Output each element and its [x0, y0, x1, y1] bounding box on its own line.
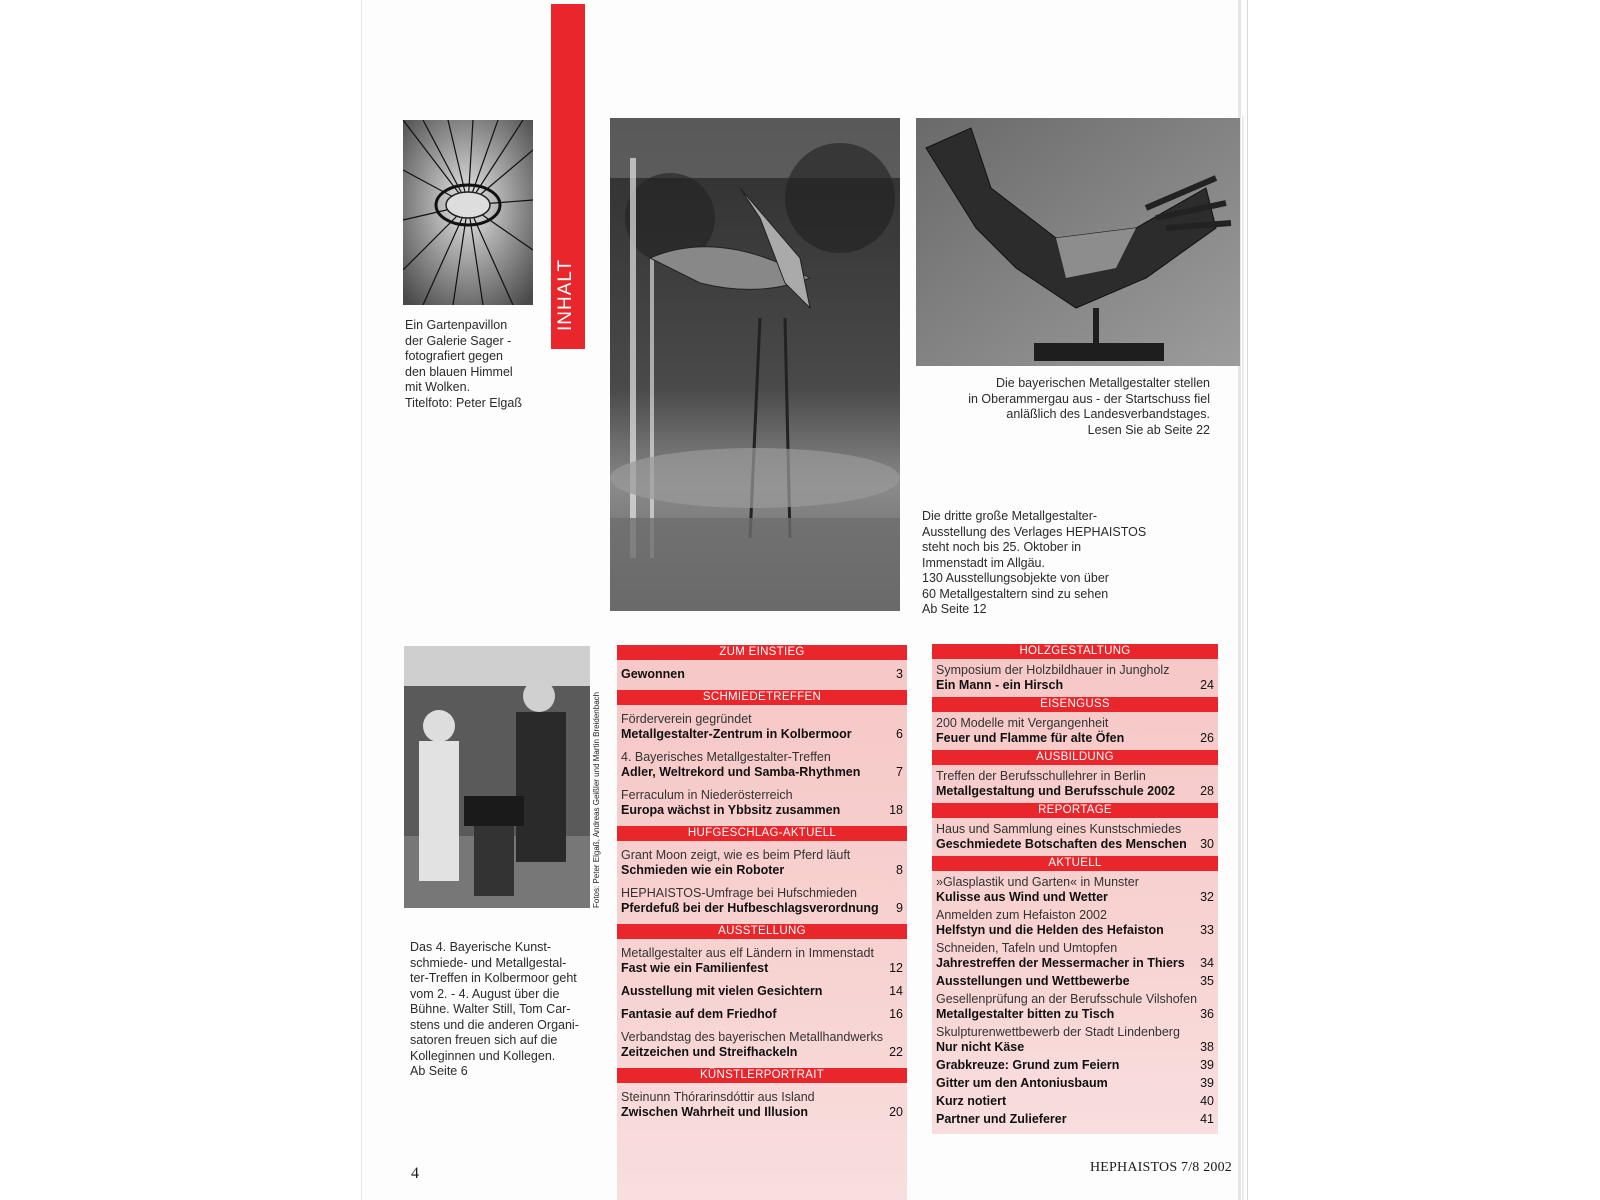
toc-entry-title: Pferdefuß bei der Hufbeschlagsverordnung: [621, 901, 879, 915]
toc-entry-page: 32: [1200, 890, 1214, 904]
toc-entry-page: 39: [1200, 1058, 1214, 1072]
toc-entry[interactable]: [932, 875, 1218, 905]
toc-entry-title: Ein Mann - ein Hirsch: [936, 678, 1064, 692]
toc-entry-title: Fast wie ein Familienfest: [621, 961, 769, 975]
toc-entry[interactable]: [617, 1090, 907, 1120]
inhalt-sidebar-tab: [551, 4, 585, 349]
toc-entry-title: Europa wächst in Ybbsitz zusammen: [621, 803, 841, 817]
toc-entry[interactable]: [617, 946, 907, 976]
toc-section-header: KÜNSTLERPORTRAIT: [617, 1068, 907, 1083]
toc-entry-page: 40: [1200, 1094, 1214, 1108]
toc-entry[interactable]: [617, 1007, 907, 1022]
toc-entry-page: 20: [889, 1105, 903, 1119]
meeting-caption: Das 4. Bayerische Kunst- schmiede- und Metallgestal- ter-Treffen in Kolbermoor geht vom 2. - 4. August über die Bühne. Walter Still, Tom Car- stens und die anderen Organi- satoren freuen sich auf die Kolleginnen und Kollegen. Ab Seite 6: [410, 940, 579, 1078]
toc-entry-title: Gitter um den Antoniusbaum: [936, 1076, 1108, 1090]
toc-right-column: [932, 644, 1218, 1134]
toc-entry-title: Schmieden wie ein Roboter: [621, 863, 785, 877]
toc-entry-subtitle: Symposium der Holzbildhauer in Jungholz: [936, 663, 1170, 677]
pavilion-photo: [403, 120, 533, 305]
toc-entry-subtitle: Schneiden, Tafeln und Umtopfen: [936, 941, 1118, 955]
toc-entry[interactable]: [932, 908, 1218, 938]
toc-section-header: AUSSTELLUNG: [617, 924, 907, 939]
toc-entry[interactable]: [617, 886, 907, 916]
toc-entry-page: 12: [889, 961, 903, 975]
toc-entry[interactable]: [617, 1030, 907, 1060]
toc-entry-subtitle: Skulpturenwettbewerb der Stadt Lindenberg: [936, 1025, 1180, 1039]
bavarian-caption: Die bayerischen Metallgestalter stellen in Oberammergau aus - der Startschuss fiel anläßlich des Landesverbandstages. Lesen Sie ab Seite 22: [968, 376, 1210, 437]
toc-entry-subtitle: Ferraculum in Niederösterreich: [621, 788, 793, 802]
toc-entry-page: 16: [889, 1007, 903, 1021]
toc-entry-subtitle: Grant Moon zeigt, wie es beim Pferd läuft: [621, 848, 851, 862]
toc-entry-page: 26: [1200, 731, 1214, 745]
toc-entry-subtitle: Anmelden zum Hefaiston 2002: [936, 908, 1107, 922]
toc-entry-subtitle: »Glasplastik und Garten« in Munster: [936, 875, 1139, 889]
toc-entry[interactable]: [932, 1076, 1218, 1091]
toc-entry[interactable]: [932, 663, 1218, 693]
toc-entry-title: Kurz notiert: [936, 1094, 1007, 1108]
toc-entry[interactable]: [617, 712, 907, 742]
metal-sculpture-photo: [916, 118, 1240, 366]
toc-entry-subtitle: Förderverein gegründet: [621, 712, 752, 726]
toc-entry-title: Gewonnen: [621, 667, 685, 681]
toc-entry-title: Grabkreuze: Grund zum Feiern: [936, 1058, 1120, 1072]
toc-entry[interactable]: [932, 769, 1218, 799]
toc-entry-page: 33: [1200, 923, 1214, 937]
inhalt-label: INHALT: [555, 258, 576, 331]
toc-section-header: HOLZGESTALTUNG: [932, 644, 1218, 659]
toc-entry-title: Geschmiedete Botschaften des Menschen: [936, 837, 1187, 851]
masthead-issue: HEPHAISTOS 7/8 2002: [1090, 1160, 1233, 1175]
toc-entry-title: Zwischen Wahrheit und Illusion: [621, 1105, 809, 1119]
toc-entry[interactable]: [932, 716, 1218, 746]
toc-entry-title: Helfstyn und die Helden des Hefaiston: [936, 923, 1164, 937]
toc-entry-page: 18: [889, 803, 903, 817]
fountain-sculpture-photo: [610, 118, 900, 611]
toc-entry-title: Nur nicht Käse: [936, 1040, 1025, 1054]
toc-entry[interactable]: [932, 1058, 1218, 1073]
toc-entry-page: 9: [896, 901, 903, 915]
toc-entry-title: Metallgestalter bitten zu Tisch: [936, 1007, 1115, 1021]
toc-entry-page: 6: [896, 727, 903, 741]
toc-section-header: REPORTAGE: [932, 803, 1218, 818]
toc-entry-page: 38: [1200, 1040, 1214, 1054]
toc-entry-page: 24: [1200, 678, 1214, 692]
toc-entry-title: Metallgestaltung und Berufsschule 2002: [936, 784, 1175, 798]
toc-entry-title: Adler, Weltrekord und Samba-Rhythmen: [621, 765, 861, 779]
toc-entry[interactable]: [932, 974, 1218, 989]
toc-entry-title: Zeitzeichen und Streifhackeln: [621, 1045, 798, 1059]
toc-section-header: AKTUELL: [932, 856, 1218, 871]
toc-entry-page: 30: [1200, 837, 1214, 851]
toc-entry[interactable]: [932, 1094, 1218, 1109]
toc-entry-page: 36: [1200, 1007, 1214, 1021]
toc-section-header: ZUM EINSTIEG: [617, 645, 907, 660]
toc-entry-title: Ausstellung mit vielen Gesichtern: [621, 984, 823, 998]
toc-entry[interactable]: [932, 1112, 1218, 1127]
toc-entry-subtitle: Steinunn Thórarinsdóttir aus Island: [621, 1090, 815, 1104]
exhibition-caption: Die dritte große Metallgestalter- Ausstellung des Verlages HEPHAISTOS steht noch bis 25. Oktober in Immenstadt im Allgäu. 130 Ausstellungsobjekte von über 60 Metallgestaltern sind zu sehen Ab Seite 12: [922, 509, 1147, 616]
toc-entry-page: 3: [896, 667, 903, 681]
page-number: 4: [411, 1165, 419, 1182]
toc-section-header: EISENGUSS: [932, 697, 1218, 712]
toc-entry[interactable]: [617, 984, 907, 999]
toc-entry-page: 8: [896, 863, 903, 877]
toc-entry-subtitle: 4. Bayerisches Metallgestalter-Treffen: [621, 750, 831, 764]
toc-left-column: [617, 645, 907, 1200]
toc-entry-page: 39: [1200, 1076, 1214, 1090]
toc-entry-subtitle: Gesellenprüfung an der Berufsschule Vilshofen: [936, 992, 1198, 1006]
toc-entry[interactable]: [932, 822, 1218, 852]
toc-entry-subtitle: Treffen der Berufsschullehrer in Berlin: [936, 769, 1146, 783]
toc-entry-page: 7: [896, 765, 903, 779]
toc-entry-page: 14: [889, 984, 903, 998]
toc-entry[interactable]: [932, 1025, 1218, 1055]
toc-entry-page: 34: [1200, 956, 1214, 970]
toc-entry-subtitle: HEPHAISTOS-Umfrage bei Hufschmieden: [621, 886, 857, 900]
toc-entry-page: 22: [889, 1045, 903, 1059]
toc-entry-page: 41: [1200, 1112, 1214, 1126]
toc-entry-title: Feuer und Flamme für alte Öfen: [936, 731, 1125, 745]
pavilion-caption: Ein Gartenpavillon der Galerie Sager - fotografiert gegen den blauen Himmel mit Wolken. Titelfoto: Peter Elgaß: [405, 318, 522, 410]
toc-section-header: HUFGESCHLAG-AKTUELL: [617, 826, 907, 841]
toc-entry[interactable]: [617, 848, 907, 878]
toc-entry-title: Metallgestalter-Zentrum in Kolbermoor: [621, 727, 852, 741]
toc-entry-subtitle: Haus und Sammlung eines Kunstschmiedes: [936, 822, 1182, 836]
toc-entry-page: 35: [1200, 974, 1214, 988]
toc-entry-title: Kulisse aus Wind und Wetter: [936, 890, 1108, 904]
toc-entry-title: Partner und Zulieferer: [936, 1112, 1067, 1126]
toc-section-header: AUSBILDUNG: [932, 750, 1218, 765]
toc-entry-title: Ausstellungen und Wettbewerbe: [936, 974, 1130, 988]
toc-entry[interactable]: [617, 667, 907, 682]
photo-credit: Fotos: Peter Elgaß, Andreas Geißler und Martin Breidenbach: [592, 691, 601, 908]
toc-entry[interactable]: [932, 992, 1218, 1022]
toc-entry-title: Fantasie auf dem Friedhof: [621, 1007, 777, 1021]
page-edge-back: [1242, 116, 1244, 1200]
toc-entry-title: Jahrestreffen der Messermacher in Thiers: [936, 956, 1185, 970]
toc-entry-subtitle: 200 Modelle mit Vergangenheit: [936, 716, 1109, 730]
toc-entry-page: 28: [1200, 784, 1214, 798]
toc-entry[interactable]: [617, 788, 907, 818]
toc-entry[interactable]: [932, 941, 1218, 971]
toc-entry-subtitle: Verbandstag des bayerischen Metallhandwerks: [621, 1030, 883, 1044]
toc-entry-subtitle: Metallgestalter aus elf Ländern in Immenstadt: [621, 946, 874, 960]
toc-entry[interactable]: [617, 750, 907, 780]
blacksmiths-photo: [404, 646, 590, 908]
toc-section-header: SCHMIEDETREFFEN: [617, 690, 907, 705]
